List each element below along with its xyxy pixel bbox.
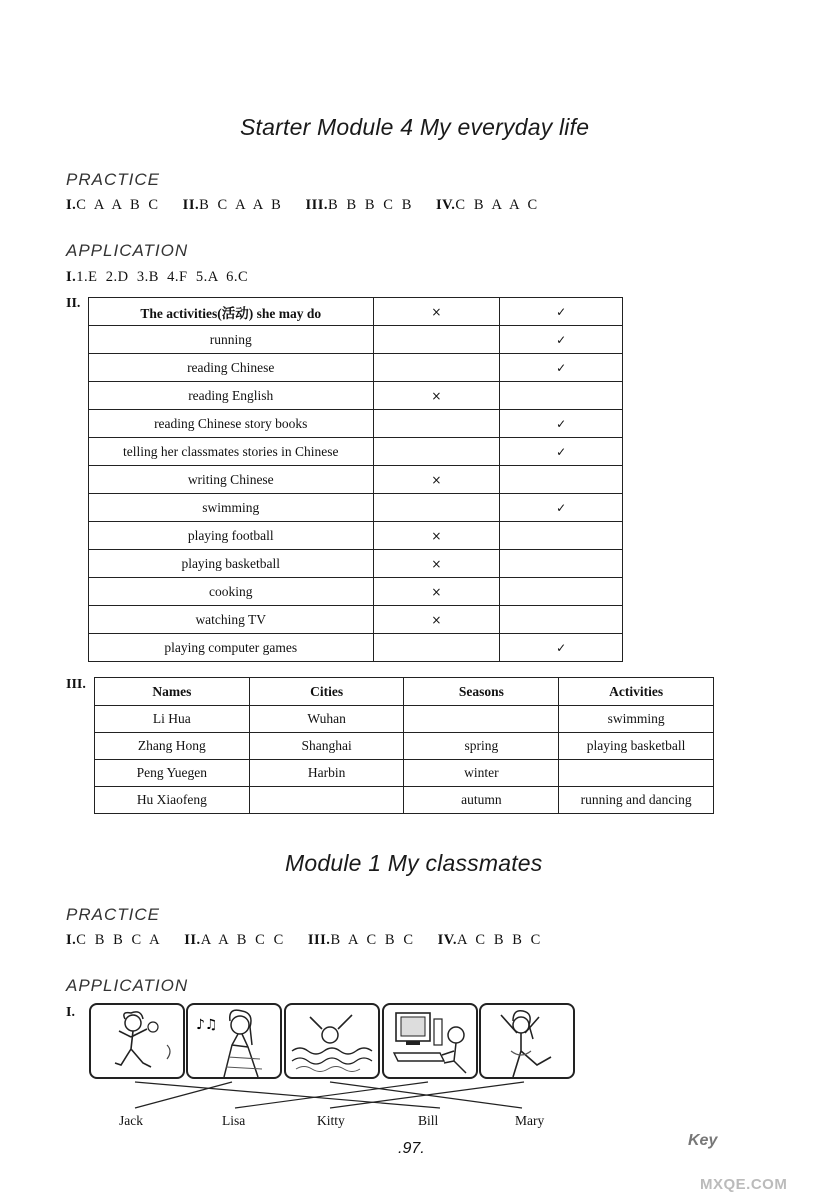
application-heading: APPLICATION (66, 241, 189, 260)
table-row (89, 410, 623, 438)
table-row (95, 787, 714, 814)
cross-cell: × (373, 522, 500, 550)
dancing-girl-illustration (481, 1005, 573, 1077)
table-row (89, 382, 623, 410)
singing-girl-illustration (188, 1005, 280, 1077)
name-jack: Jack (119, 1113, 143, 1128)
activity-cell: swimming (89, 494, 374, 522)
people-table (94, 677, 714, 814)
activity-cell: playing football (89, 522, 374, 550)
practice-answers (66, 197, 558, 214)
header-cross-mark: × (373, 298, 500, 326)
table-row (89, 634, 623, 662)
table-header-row (89, 298, 623, 326)
table-label-iii: III. (66, 677, 86, 692)
name-cell: Li Hua (95, 706, 250, 733)
page-number: .97. (398, 1140, 425, 1157)
name-lisa: Lisa (222, 1113, 246, 1128)
cross-cell: × (373, 550, 500, 578)
roman-numeral: III. (307, 932, 331, 948)
season-cell: winter (404, 760, 559, 787)
name-cell: Peng Yuegen (95, 760, 250, 787)
matching-label: I. (66, 1005, 75, 1020)
cross-cell (373, 634, 500, 662)
match-line (235, 1082, 428, 1108)
cross-cell: × (373, 466, 500, 494)
name-kitty: Kitty (317, 1113, 345, 1128)
season-cell (404, 706, 559, 733)
practice-heading: PRACTICE (66, 905, 160, 924)
city-cell (249, 787, 404, 814)
roman-numeral: II. (182, 197, 200, 213)
answer-list: C B A A C (455, 197, 538, 213)
picture-singing (186, 1003, 282, 1079)
check-cell (500, 522, 623, 550)
cross-cell (373, 438, 500, 466)
match-line (135, 1082, 232, 1108)
answer-list: B C A A B (199, 197, 282, 213)
answer-list: C B B C A (76, 932, 161, 948)
activity-cell: reading English (89, 382, 374, 410)
cross-cell (373, 410, 500, 438)
module-title-starter: Starter Module 4 My everyday life (240, 114, 590, 140)
cross-cell (373, 326, 500, 354)
roman-numeral: IV. (437, 932, 457, 948)
table-row (89, 466, 623, 494)
answer-list: B B B C B (328, 197, 412, 213)
table-row (89, 438, 623, 466)
activity-cell: reading Chinese story books (89, 410, 374, 438)
check-cell (500, 382, 623, 410)
table-row (89, 578, 623, 606)
name-cell: Hu Xiaofeng (95, 787, 250, 814)
picture-swimming (284, 1003, 380, 1079)
cross-cell: × (373, 606, 500, 634)
check-cell: ✓ (500, 494, 623, 522)
watermark-key: Key (688, 1132, 718, 1149)
check-cell: ✓ (500, 438, 623, 466)
match-line (330, 1082, 524, 1108)
header-activities: Activities (559, 678, 714, 706)
city-cell: Wuhan (249, 706, 404, 733)
activity-cell: running and dancing (559, 787, 714, 814)
activities-table (88, 297, 623, 662)
practice-heading: PRACTICE (66, 170, 160, 189)
table-row (95, 760, 714, 787)
activity-cell: reading Chinese (89, 354, 374, 382)
table-row (89, 606, 623, 634)
answer-list: A A B C C (200, 932, 284, 948)
roman-numeral: II. (184, 932, 201, 948)
answer-list: A C B B C (457, 932, 541, 948)
season-cell: spring (404, 733, 559, 760)
table-label-ii: II. (66, 296, 81, 311)
name-mary: Mary (515, 1113, 545, 1128)
activity-cell: running (89, 326, 374, 354)
header-seasons: Seasons (404, 678, 559, 706)
activity-cell: swimming (559, 706, 714, 733)
answer-list: 1.E 2.D 3.B 4.F 5.A 6.C (76, 269, 249, 285)
table-row (95, 706, 714, 733)
activity-cell: watching TV (89, 606, 374, 634)
activity-cell: telling her classmates stories in Chinese (89, 438, 374, 466)
header-names: Names (95, 678, 250, 706)
activity-cell (559, 760, 714, 787)
cross-cell: × (373, 382, 500, 410)
watermark-site: MXQE.COM (700, 1176, 788, 1193)
check-cell (500, 578, 623, 606)
cross-cell: × (373, 578, 500, 606)
name-cell: Zhang Hong (95, 733, 250, 760)
activity-cell: playing basketball (559, 733, 714, 760)
check-cell (500, 550, 623, 578)
header-check-mark: ✓ (500, 298, 623, 326)
activity-cell: playing computer games (89, 634, 374, 662)
match-line (135, 1082, 440, 1108)
table-row (89, 550, 623, 578)
city-cell: Harbin (249, 760, 404, 787)
check-cell: ✓ (500, 634, 623, 662)
roman-numeral: I. (66, 932, 77, 948)
activity-cell: writing Chinese (89, 466, 374, 494)
svg-text:♪♫: ♪♫ (196, 1017, 218, 1033)
header-cities: Cities (249, 678, 404, 706)
cross-cell (373, 354, 500, 382)
swimming-boy-illustration (286, 1005, 378, 1077)
name-bill: Bill (418, 1113, 439, 1128)
activity-cell: playing basketball (89, 550, 374, 578)
check-cell: ✓ (500, 410, 623, 438)
season-cell: autumn (404, 787, 559, 814)
activity-cell: cooking (89, 578, 374, 606)
picture-dancing (479, 1003, 575, 1079)
cross-cell (373, 494, 500, 522)
check-cell (500, 466, 623, 494)
header-activities: The activities(活动) she may do (89, 298, 374, 326)
table-row (89, 494, 623, 522)
check-cell (500, 606, 623, 634)
table-header-row (95, 678, 714, 706)
running-girl-illustration (91, 1005, 183, 1077)
module-title-module1: Module 1 My classmates (285, 850, 543, 876)
roman-numeral: IV. (436, 197, 456, 213)
roman-numeral: III. (305, 197, 329, 213)
table-row (95, 733, 714, 760)
picture-running (89, 1003, 185, 1079)
answer-list: B A C B C (330, 932, 414, 948)
roman-numeral: I. (66, 269, 77, 285)
check-cell: ✓ (500, 354, 623, 382)
table-row (89, 326, 623, 354)
application-answers (66, 269, 248, 286)
city-cell: Shanghai (249, 733, 404, 760)
roman-numeral: I. (66, 197, 77, 213)
table-row (89, 354, 623, 382)
match-line (330, 1082, 522, 1108)
check-cell: ✓ (500, 326, 623, 354)
computer-boy-illustration (384, 1005, 476, 1077)
answer-list: C A A B C (76, 197, 159, 213)
picture-computer (382, 1003, 478, 1079)
application-heading: APPLICATION (66, 976, 189, 995)
table-row (89, 522, 623, 550)
practice-answers (66, 932, 561, 949)
